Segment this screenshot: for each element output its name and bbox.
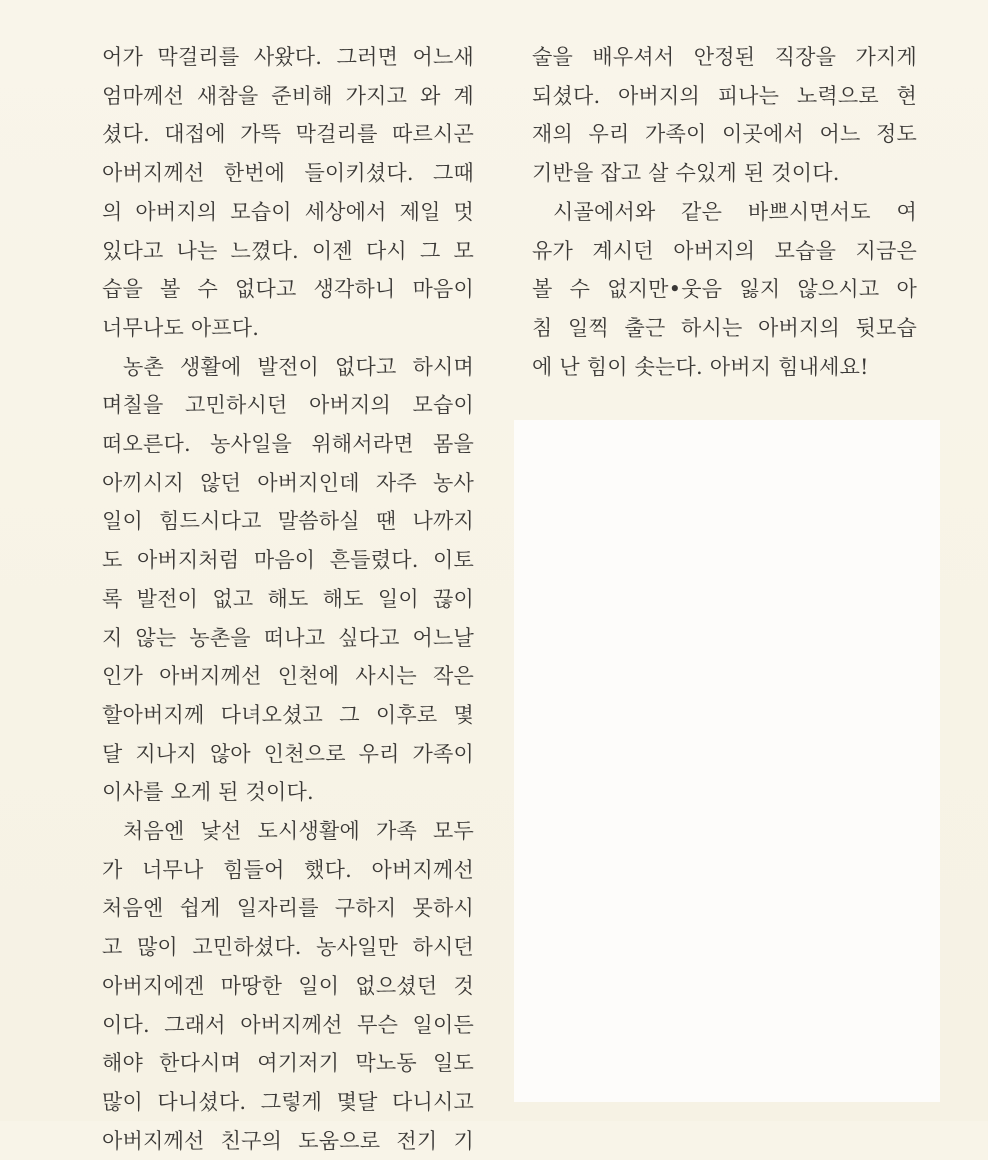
- text-line: 유가 계시던 아버지의 모습을 지금은: [532, 238, 917, 263]
- text-line: 침 일찍 출근 하시는 아버지의 뒷모습: [532, 315, 917, 340]
- text-line: 아버지께선 한번에 들이키셨다. 그때: [102, 161, 474, 186]
- text-line: 되셨다. 아버지의 피나는 노력으로 현: [532, 83, 917, 108]
- paragraph: [532, 193, 917, 387]
- text-line: 일이 힘드시다고 말씀하실 땐 나까지: [102, 509, 474, 534]
- text-line: 재의 우리 가족이 이곳에서 어느 정도: [532, 122, 917, 147]
- text-line: 처음엔 쉽게 일자리를 구하지 못하시: [102, 896, 474, 921]
- right-text-column: [532, 38, 917, 386]
- text-line: 도 아버지처럼 마음이 흔들렸다. 이토: [102, 548, 474, 573]
- text-line: 의 아버지의 모습이 세상에서 제일 멋: [102, 199, 474, 224]
- text-line: 에 난 힘이 솟는다. 아버지 힘내세요!: [532, 354, 869, 379]
- text-line: 처음엔 낯선 도시생활에 가족 모두: [123, 819, 474, 844]
- text-line: 아버지께선 친구의 도움으로 전기 기: [102, 1128, 474, 1153]
- text-line: 지 않는 농촌을 떠나고 싶다고 어느날: [102, 625, 474, 650]
- text-line: 이사를 오게 된 것이다.: [102, 780, 314, 805]
- text-line: 달 지나지 않아 인천으로 우리 가족이: [102, 741, 474, 766]
- text-line: 아버지에겐 마땅한 일이 없으셨던 것: [102, 973, 474, 998]
- text-line: 술을 배우셔서 안정된 직장을 가지게: [532, 45, 917, 69]
- text-line: 습을 볼 수 없다고 생각하니 마음이: [102, 277, 474, 302]
- text-line: 볼 수 없지만•웃음 잃지 않으시고 아: [532, 277, 917, 302]
- text-line: 기반을 잡고 살 수있게 된 것이다.: [532, 161, 840, 186]
- text-line: 이다. 그래서 아버지께선 무슨 일이든: [102, 1012, 474, 1037]
- left-text-column: [102, 38, 474, 1160]
- paragraph: [102, 38, 474, 348]
- text-line: 많이 다니셨다. 그렇게 몇달 다니시고: [102, 1089, 474, 1114]
- text-line: 아끼시지 않던 아버지인데 자주 농사: [102, 470, 474, 495]
- text-line: 시골에서와 같은 바쁘시면서도 여: [553, 199, 917, 224]
- text-line: 해야 한다시며 여기저기 막노동 일도: [102, 1051, 474, 1076]
- text-line: 너무나도 아프다.: [102, 315, 260, 340]
- text-line: 며칠을 고민하시던 아버지의 모습이: [102, 393, 474, 418]
- paragraph: [102, 348, 474, 812]
- text-line: 있다고 나는 느꼈다. 이젠 다시 그 모: [102, 238, 474, 263]
- text-line: 떠오른다. 농사일을 위해서라면 몸을: [102, 432, 474, 457]
- text-line: 셨다. 대접에 가뜩 막걸리를 따르시곤: [102, 122, 474, 147]
- text-line: 인가 아버지께선 인천에 사시는 작은: [102, 664, 474, 689]
- text-line: 고 많이 고민하셨다. 농사일만 하시던: [102, 935, 474, 960]
- paragraph: [532, 38, 917, 193]
- paragraph: [102, 812, 474, 1160]
- text-line: 할아버지께 다녀오셨고 그 이후로 몇: [102, 702, 474, 727]
- text-line: 농촌 생활에 발전이 없다고 하시며: [123, 354, 474, 379]
- text-line: 가 너무나 힘들어 했다. 아버지께선: [102, 857, 474, 882]
- text-line: 록 발전이 없고 해도 해도 일이 끊이: [102, 586, 474, 611]
- text-line: 어가 막걸리를 사왔다. 그러면 어느새: [102, 45, 474, 69]
- blank-area: [514, 420, 940, 1102]
- text-line: 엄마께선 새참을 준비해 가지고 와 계: [102, 83, 474, 108]
